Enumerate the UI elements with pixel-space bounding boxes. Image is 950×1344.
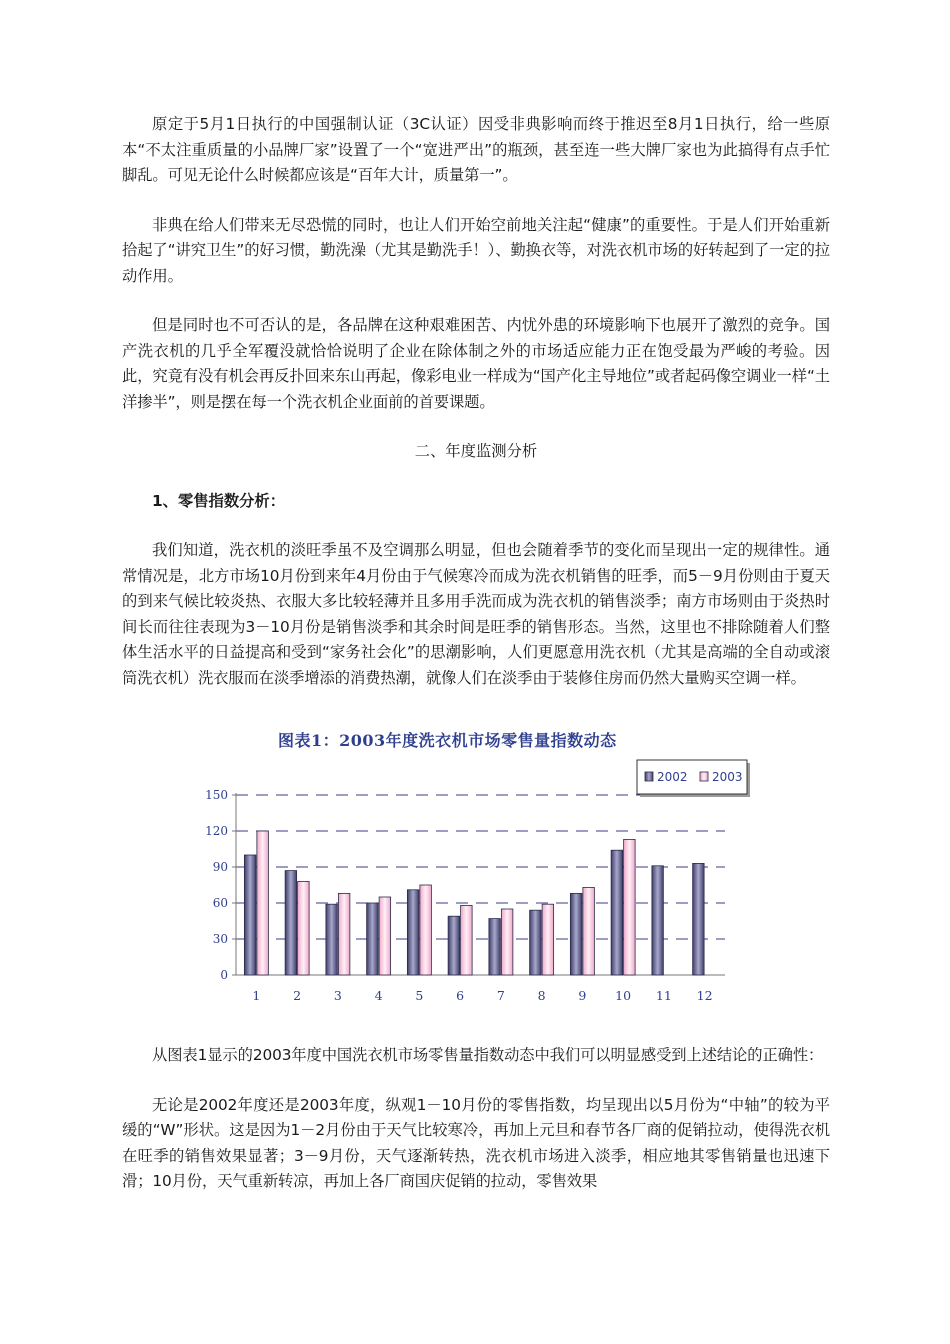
bar-2003-4 (379, 897, 391, 975)
y-tick-label-0: 0 (220, 968, 228, 982)
legend-swatch-2002 (645, 772, 653, 781)
x-tick-label-8: 8 (537, 988, 546, 1003)
bar-2002-7 (489, 919, 501, 975)
x-tick-label-9: 9 (578, 988, 587, 1003)
x-tick-label-10: 10 (615, 988, 632, 1003)
paragraph-seasonality: 我们知道，洗衣机的淡旺季虽不及空调那么明显，但也会随着季节的变化而呈现出一定的规律性。通常情况是，北方市场10月份到来年4月份由于气候寒冷而成为洗衣机销售的旺季，而5－9月份则由于夏天的到来气候比较炎热、衣服大多比较轻薄并且多用手洗而成为洗衣机的销售淡季；南方市场则由于炎热时间长而往往表现为3－10月份是销售淡季和其余时间是旺季的销售形态。当然，这里也不排除随着人们整体生活水平的日益提高和受到“家务社会化”的思潮影响，人们更愿意用洗衣机（尤其是高端的全自动或滚筒洗衣机）洗衣服而在淡季增添的消费热潮，就像人们在淡季由于装修住房而仍然大量购买空调一样。 (122, 541, 830, 687)
paragraph-w-shape: 无论是2002年度还是2003年度，纵观1－10月份的零售指数，均呈现出以5月份为“中轴”的较为平缓的“W”形状。这是因为1－2月份由于天气比较寒冷，再加上元旦和春节各厂商的促销拉动，使得洗衣机在旺季的销售效果显著；3－9月份，天气逐渐转热，洗衣机市场进入淡季，相应地其零售销量也迅速下滑；10月份，天气重新转凉，再加上各厂商国庆促销的拉动，零售效果 (122, 1095, 830, 1190)
y-tick-label-30: 30 (212, 932, 228, 946)
bar-2002-8 (530, 910, 542, 975)
y-tick-label-150: 150 (205, 788, 228, 802)
bar-2003-10 (624, 839, 636, 975)
x-tick-label-11: 11 (655, 988, 672, 1003)
bar-2003-2 (298, 881, 310, 975)
x-tick-label-12: 12 (696, 988, 713, 1003)
bar-2003-6 (461, 905, 473, 975)
paragraph-3c-certification: 原定于5月1日执行的中国强制认证（3C认证）因受非典影响而终于推迟至8月1日执行，给一些原本“不太注重质量的小品牌厂家”设置了一个“宽进严出”的瓶颈，甚至连一些大牌厂家也为此搞得有点手忙脚乱。可见无论什么时候都应该是“百年大计，质量第一”。 (122, 115, 830, 184)
chart-title: 图表1：2003年度洗衣机市场零售量指数动态 (278, 731, 617, 750)
bar-2003-1 (257, 831, 269, 975)
bar-2003-5 (420, 885, 432, 975)
bar-2002-1 (244, 855, 256, 975)
bar-2002-3 (326, 904, 338, 975)
bar-2002-5 (407, 890, 419, 975)
bar-chart (180, 722, 770, 1022)
bar-2002-9 (570, 893, 582, 975)
y-tick-label-60: 60 (212, 896, 228, 910)
sub-heading: 1、零售指数分析： (152, 491, 286, 510)
bar-2002-4 (367, 903, 379, 975)
y-tick-label-90: 90 (212, 860, 228, 874)
x-tick-label-5: 5 (415, 988, 424, 1003)
x-tick-label-1: 1 (252, 988, 261, 1003)
bar-2003-9 (583, 887, 595, 975)
legend-label-2003: 2003 (712, 770, 743, 784)
x-tick-label-3: 3 (333, 988, 342, 1003)
paragraph-sars-health: 非典在给人们带来无尽恐慌的同时，也让人们开始空前地关注起“健康”的重要性。于是人们开始重新拾起了“讲究卫生”的好习惯，勤洗澡（尤其是勤洗手！）、勤换衣等，对洗衣机市场的好转起到了一定的拉动作用。 (122, 215, 830, 285)
document-body-continued (122, 1043, 830, 1195)
paragraph-chart-conclusion: 从图表1显示的2003年度中国洗衣机市场零售量指数动态中我们可以明显感受到上述结论的正确性： (152, 1046, 824, 1064)
y-tick-label-120: 120 (205, 824, 228, 838)
bar-2003-3 (338, 893, 350, 975)
section-heading: 二、年度监测分析 (414, 442, 538, 460)
x-tick-label-6: 6 (456, 988, 465, 1003)
legend-label-2002: 2002 (657, 770, 688, 784)
bar-2003-8 (542, 904, 554, 975)
bar-2002-10 (611, 850, 623, 975)
bar-2003-7 (501, 909, 513, 975)
bar-2002-11 (652, 866, 664, 975)
chart-container (180, 722, 770, 1022)
x-tick-label-4: 4 (374, 988, 383, 1003)
x-tick-label-7: 7 (496, 988, 505, 1003)
paragraph-competition: 但是同时也不可否认的是，各品牌在这种艰难困苦、内忧外患的环境影响下也展开了激烈的竞争。国产洗衣机的几乎全军覆没就恰恰说明了企业在除体制之外的市场适应能力正在饱受最为严峻的考验。因此，究竟有没有机会再反扑回来东山再起，像彩电业一样成为“国产化主导地位”或者起码像空调业一样“土洋掺半”，则是摆在每一个洗衣机企业面前的首要课题。 (122, 316, 830, 411)
bar-2002-12 (693, 863, 705, 975)
bar-2002-6 (448, 916, 460, 975)
x-tick-label-2: 2 (293, 988, 302, 1003)
bar-2002-2 (285, 871, 297, 975)
document-body (122, 112, 830, 691)
legend-swatch-2003 (700, 772, 708, 781)
